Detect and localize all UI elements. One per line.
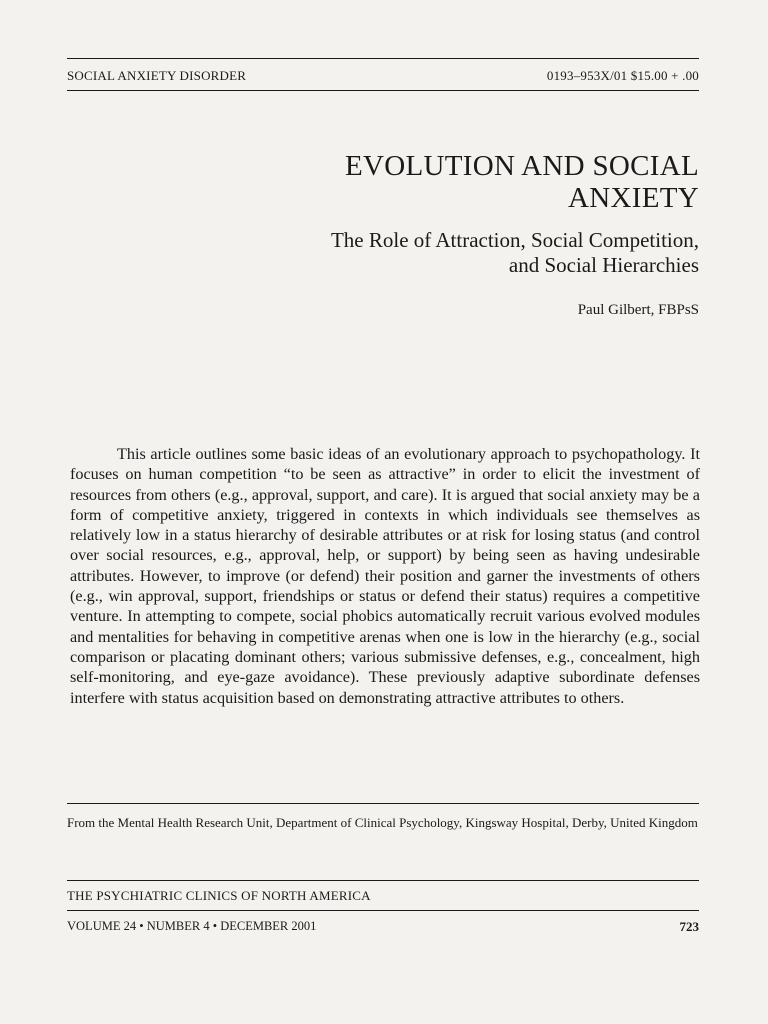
journal-name: THE PSYCHIATRIC CLINICS OF NORTH AMERICA — [67, 888, 371, 903]
footer-top-rule — [67, 880, 699, 881]
article-title — [179, 150, 699, 214]
abstract-paragraph: This article outlines some basic ideas of an evolutionary approach to psychopathology. It focuses on human competition “to be seen as attractive” in order to elicit the investment of resources from others (e.g., approval, support, and care). It is argued that social anxiety may be a form of competitive anxiety, triggered in contexts in which individuals see themselves as relatively low in a status hierarchy of desirable attributes or at risk for losing status (and control over social resources, e.g., approval, help, or support) by being seen as having undesirable attributes. However, to improve (or defend) their position and garner the investments of others (e.g., win approval, support, friendships or status or defend their status) requires a competitive venture. In attempting to compete, social phobics automatically recruit various evolved modules and mentalities for behaving in competitive arenas when one is low in the hierarchy (e.g., social comparison or placating dominant others; various submissive defenses, e.g., concealment, high self-monitoring, and eye-gaze avoidance). These previously adaptive subordinate defenses interfere with status acquisition based on demonstrating attractive attributes to others. — [70, 445, 700, 707]
footer-middle-rule — [67, 910, 699, 911]
affiliation-footnote: From the Mental Health Research Unit, Department of Clinical Psychology, Kingsway Hospital, Derby, United Kingdom — [67, 815, 698, 830]
page-number: 723 — [679, 919, 699, 934]
journal-section: SOCIAL ANXIETY DISORDER — [67, 68, 247, 83]
article-subtitle — [179, 228, 699, 278]
header-bottom-rule — [67, 90, 699, 91]
running-header — [67, 68, 699, 84]
subtitle-line-2: and Social Hierarchies — [508, 253, 699, 277]
subtitle-line-1: The Role of Attraction, Social Competition, — [330, 228, 699, 252]
issue-footer — [67, 919, 699, 935]
title-line-1: EVOLUTION AND SOCIAL — [345, 150, 699, 182]
title-block — [179, 150, 699, 319]
article-code: 0193–953X/01 $15.00 + .00 — [546, 68, 699, 83]
header-top-rule — [67, 58, 699, 59]
author-name: Paul Gilbert, FBPsS — [577, 302, 699, 318]
footnote-rule — [67, 803, 699, 804]
issue-info: VOLUME 24 • NUMBER 4 • DECEMBER 2001 — [67, 919, 317, 933]
title-line-2: ANXIETY — [568, 182, 699, 214]
